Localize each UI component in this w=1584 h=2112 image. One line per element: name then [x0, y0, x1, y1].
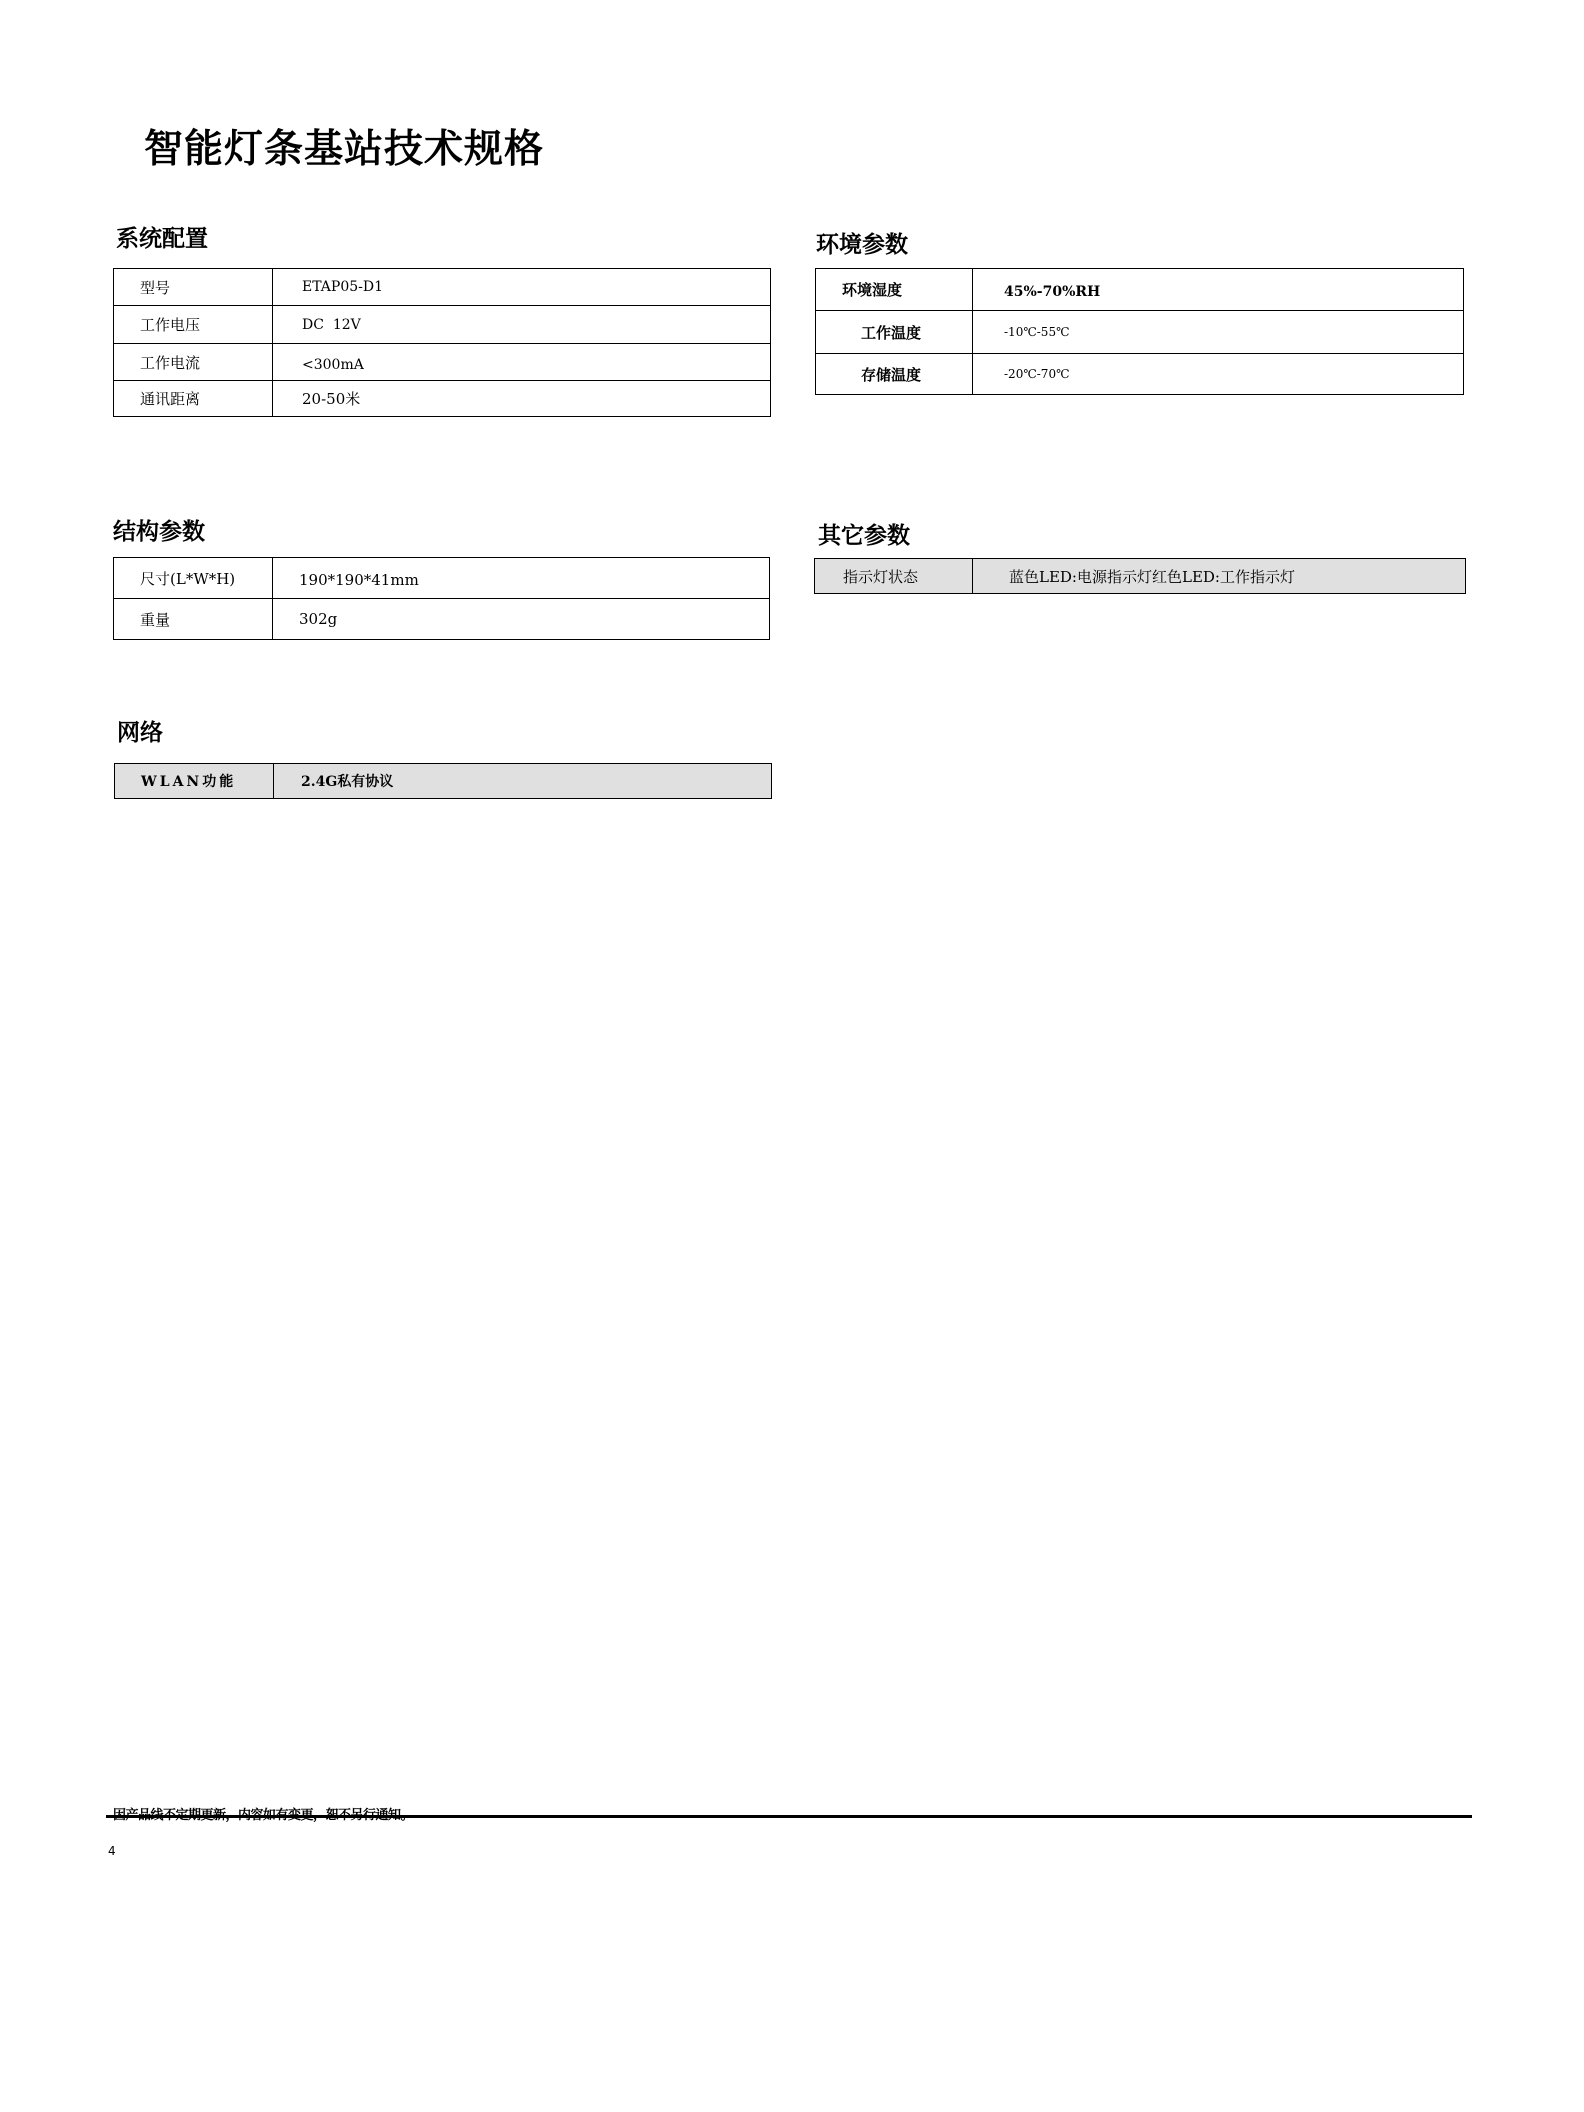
page-number: 4: [108, 1844, 116, 1858]
spec-value: 20-50米: [273, 381, 771, 417]
system-config-table: [113, 268, 771, 417]
table-row: [114, 381, 771, 417]
table-row: [816, 311, 1464, 354]
spec-value: <300mA: [273, 344, 771, 381]
spec-label: 工作电压: [114, 306, 273, 344]
spec-value: ETAP05-D1: [273, 269, 771, 306]
spec-value: 蓝色LED:电源指示灯红色LED:工作指示灯: [973, 559, 1466, 594]
table-row: [114, 344, 771, 381]
section-heading-environment: 环境参数: [816, 232, 908, 258]
table-row: [816, 354, 1464, 395]
spec-label: 工作电流: [114, 344, 273, 381]
spec-value: 302g: [273, 599, 770, 640]
table-row: [114, 558, 770, 599]
spec-value: -20℃-70℃: [973, 354, 1464, 395]
spec-label: 环境湿度: [816, 269, 973, 311]
other-params-table: [814, 558, 1466, 594]
footer-disclaimer: [113, 1804, 413, 1823]
table-row: [114, 269, 771, 306]
spec-label: 指示灯状态: [815, 559, 973, 594]
spec-value: 45%-70%RH: [973, 269, 1464, 311]
table-row: [114, 599, 770, 640]
section-heading-network: 网络: [117, 720, 163, 746]
footer-divider: [106, 1815, 1472, 1818]
spec-value: 190*190*41mm: [273, 558, 770, 599]
structure-table: [113, 557, 770, 640]
section-heading-other: 其它参数: [818, 523, 910, 549]
network-table: [114, 763, 772, 799]
table-row: [115, 764, 772, 799]
page-title: 智能灯条基站技术规格: [144, 127, 545, 172]
table-row: [114, 306, 771, 344]
spec-value: DC 12V: [273, 306, 771, 344]
spec-label: 通讯距离: [114, 381, 273, 417]
spec-label: 型号: [114, 269, 273, 306]
table-row: [815, 559, 1466, 594]
spec-label: 尺寸(L*W*H): [114, 558, 273, 599]
spec-value: 2.4G私有协议: [274, 764, 772, 799]
table-row: [816, 269, 1464, 311]
section-heading-system-config: 系统配置: [116, 226, 208, 252]
spec-label: 工作温度: [816, 311, 973, 354]
spec-value: -10℃-55℃: [973, 311, 1464, 354]
spec-label: 存储温度: [816, 354, 973, 395]
spec-label: WLAN功能: [115, 764, 274, 799]
environment-table: [815, 268, 1464, 395]
section-heading-structure: 结构参数: [113, 519, 205, 545]
spec-label: 重量: [114, 599, 273, 640]
